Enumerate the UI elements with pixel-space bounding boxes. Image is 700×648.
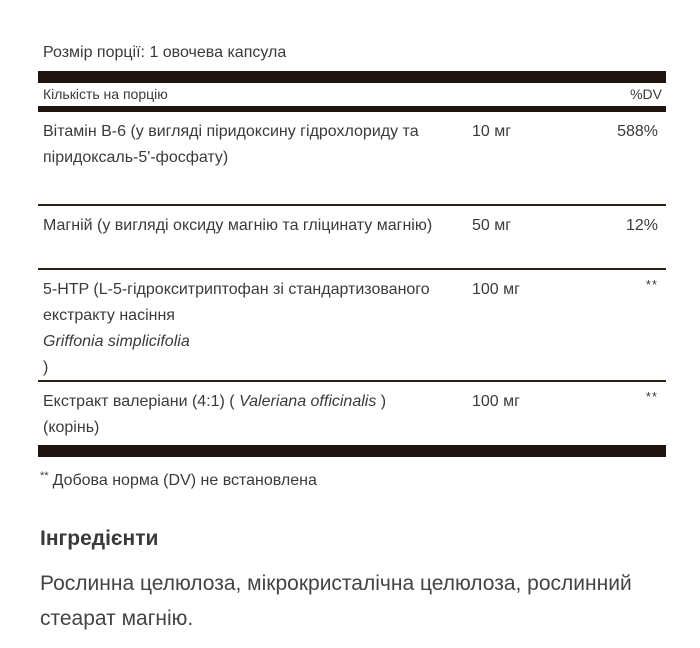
row-name xyxy=(43,277,433,381)
row-name xyxy=(43,389,403,441)
table-header xyxy=(38,84,666,106)
footnote xyxy=(40,470,317,490)
row-amount: 100 мг xyxy=(472,393,520,410)
serving-size: Розмір порції: 1 овочева капсула xyxy=(43,44,287,61)
table-row xyxy=(38,382,666,444)
header-dv: %DV xyxy=(630,86,662,102)
row-name-text: Екстракт валеріани (4:1) ( xyxy=(43,393,235,410)
row-name-latin: Valeriana officinalis xyxy=(239,393,377,410)
footnote-text: Добова норма (DV) не встановлена xyxy=(52,472,317,489)
row-name-text-end: ) xyxy=(43,359,49,376)
row-dv: 12% xyxy=(625,217,658,234)
row-dv: ** xyxy=(645,389,658,404)
row-name-latin: Griffonia simplicifolia xyxy=(43,333,190,350)
row-dv: ** xyxy=(645,277,658,292)
row-name: Магній (у вигляді оксиду магнію та гліцинату магнію) xyxy=(43,217,433,234)
row-amount: 50 мг xyxy=(472,217,512,234)
row-amount: 10 мг xyxy=(472,123,512,140)
row-dv: 588% xyxy=(617,123,658,140)
table-row xyxy=(38,112,666,206)
footnote-mark: ** xyxy=(40,470,49,482)
row-name: Вітамін В-6 (у вигляді піридоксину гідрохлориду та піридоксаль-5'-фосфату) xyxy=(43,123,419,166)
row-name-text-end: ) (корінь) xyxy=(43,393,387,436)
ingredients-text: Рослинна целюлоза, мікрокристалічна целюлоза, рослинний стеарат магнію. xyxy=(40,572,632,630)
bottom-divider xyxy=(38,445,666,457)
table-row xyxy=(38,270,666,382)
row-name-text: 5-HTP (L-5-гідрокситриптофан зі стандартизованого екстракту насіння xyxy=(43,281,430,324)
table-row xyxy=(38,206,666,270)
top-divider xyxy=(38,71,666,83)
ingredients-title: Інгредієнти xyxy=(40,527,159,550)
header-amount-per-serving: Кількість на порцію xyxy=(43,86,168,102)
row-amount: 100 мг xyxy=(472,281,520,298)
